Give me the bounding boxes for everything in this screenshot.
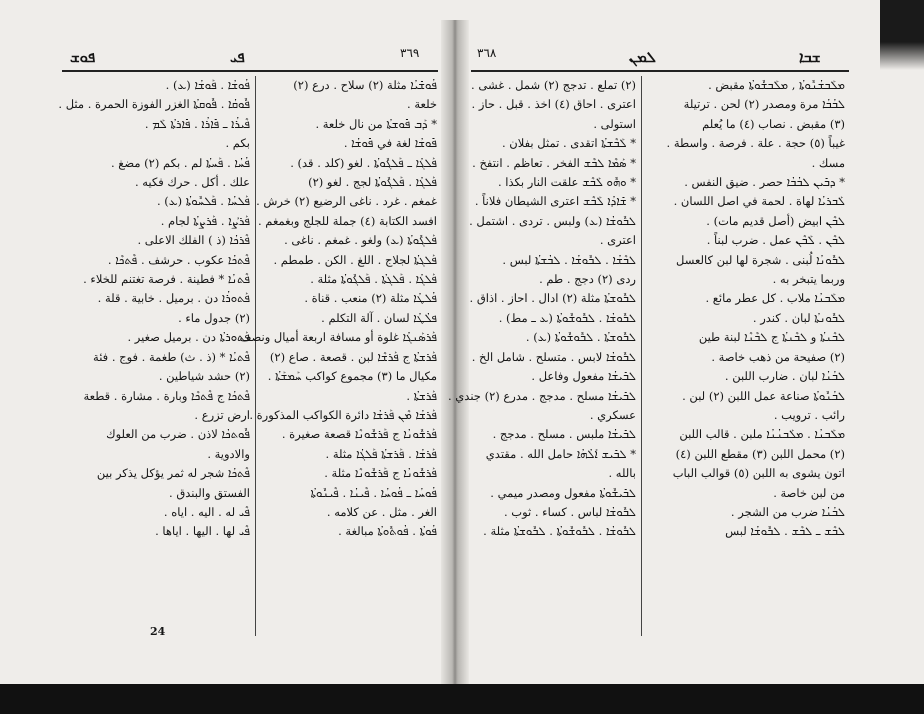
entry: ارض تزرع . xyxy=(194,407,250,422)
entry: ܠܒܺܝܫܳܐ مسلح . مدجج . مدرع (٢) جندي . xyxy=(447,388,636,403)
entry: ܦܳܠܛܳܐ مثلة (٢) منعب . قناة . xyxy=(304,291,437,306)
entry: (٢) حشد شياطين . xyxy=(158,369,250,384)
left-header-rule xyxy=(62,70,438,72)
entry: اعترى . احاق (٤) اخذ . قبل . حاز . xyxy=(471,97,636,112)
entry: وربما يتبخر به . xyxy=(772,272,845,287)
entry: ܦܶܬܟܳܐ عكوب . حرشف . ܦܶܬܟܶܐ . xyxy=(107,252,250,267)
entry: * ܠܰܒܶܫܬܳܐ اتقدى . تمثل بفلان . xyxy=(501,136,636,151)
entry: ܠܒܺܝܫܽܘܬܳܐ مفعول ومصدر ميمي . xyxy=(490,485,636,500)
entry: الغر . مثل . عن كلامه . xyxy=(326,504,437,519)
entry: ܦܺܘܫܳܐ لغة في ܦܺܘܫܳܐ . xyxy=(343,136,437,151)
entry: * ܠܒܺܝܫ ܐܰܠܳܗܳܐ حامل الله . مقتدي xyxy=(485,446,636,461)
entry: ܦܶܝܪܳܐ ـ ܦܺܐܪܳܐ . ܦܺܐܪܬܳܐ ܠܰܡ . xyxy=(144,116,250,131)
entry: ܦܽܘܬܟܳܐ لاذن . ضرب من العلوك xyxy=(106,427,250,442)
entry: * ܘܗܽܘ ܠܰܒܶܫ علقت النار بكذا . xyxy=(498,175,636,190)
entry: علك . أكل . حرك فكيه . xyxy=(134,175,250,190)
left-folio: 24 xyxy=(150,625,166,638)
entry: ܠܒܺܝܫܳܐ مفعول وفاعل . xyxy=(531,369,636,384)
entry: ܠܒܶܫܳܐ . ܠܒܽܘܫܳܐ . ܠܒܳܫܬܳܐ لبس . xyxy=(502,252,636,267)
entry: خلعة . xyxy=(407,97,437,112)
entry: ܠܒܳܢܽܘܬܳܐ صناعة عمل اللبن (٢) لبن . xyxy=(682,388,845,403)
left-column-rule xyxy=(255,76,256,636)
entry: ܦܰܠܓܳܐ . ܦܰܠܓܬܳܐ . ܦܰܠܓܽܘܬܳܐ مثلة . xyxy=(310,272,437,287)
entry: * ܕܰܒ ܦܺܘܫܬܳܐ من نال خلعة . xyxy=(315,116,437,131)
entry: (٢) تملع . تدجج (٢) شمل . غشى . xyxy=(471,78,636,92)
entry: ܠܒܽܘܢܳܐ لُبنى . شجرة لها لبن كالعسل xyxy=(676,252,845,267)
right-running-head-center: ܠܡܢ xyxy=(629,48,657,66)
entry: ܦܶܝ له . اليه . اياه . xyxy=(163,504,250,519)
entry: ܦܳܘܚܳܐ ـ ܦܳܘܚܳܐ . ܦܶܝܢܳܐ . ܦܶܝܢܽܘܬܳܐ xyxy=(310,485,437,500)
entry: ܠܒܶܫ ـ ܠܒܶܫ . ܠܒܽܘܫܳܐ لبس xyxy=(725,524,845,539)
entry: * ܣܰܡܶܐ ܠܒܶܫ الفخر . تعاظم . انتفخ . xyxy=(472,155,636,170)
left-running-head-center: ܦܝ xyxy=(230,48,245,66)
entry: ܦܰܪܣܰܢܓܳܐ غلوة أو مسافة اربعة أميال ونصف . xyxy=(232,330,437,345)
entry: ܠܒܽܘܫܳܐ لباس . كساء . ثوب . xyxy=(503,504,636,519)
entry: بالله . xyxy=(608,466,636,481)
entry: ܦܰܠܓܬܳܐ لجلاج . اللغ . الكن . طمطم . xyxy=(273,252,437,267)
right-header-rule xyxy=(471,70,849,72)
entry: ܦܰܠܓܳܐ ـ ܦܰܠܓܽܘܬܳܐ . لغو (كلد . قد) . xyxy=(290,155,437,170)
entry: ܦܰܪܨܳܐ . ܦܰܪܨܬܳܐ لجام . xyxy=(160,213,250,228)
entry: افسد الكتابة (٤) جملة للجلج وبغمغم . xyxy=(258,213,437,228)
entry: ܦܽܘܩܳܐ . ܦܽܘܩܬܳܐ الغزر الفوزة الحمرة . مثل . xyxy=(58,97,250,112)
entry: ܠܒܽܘܫܬܳܐ . ܠܒܽܘܫܽܘܬܳܐ (ܥ) . xyxy=(525,330,636,345)
entry: ܦܶܬܟܳܐ شجر له ثمر يؤكل يذكر بين xyxy=(96,466,250,481)
entry: ܦܰܬܘܪܳܐ دن . برميل . خابية . قلة . xyxy=(97,291,250,306)
book-spine xyxy=(441,20,469,684)
entry: ܠܒܶܢ ابيض (أصل قديم مات) . xyxy=(706,213,845,228)
right-page-number: ٣٦٨ xyxy=(477,46,497,60)
entry: ردى (٢) دجج . طم . xyxy=(539,272,636,287)
left-column-outer xyxy=(58,76,250,542)
entry: ܦܶܪܟܳܐ (ذ ) الفلك الاعلى . xyxy=(137,233,250,248)
right-page xyxy=(447,0,924,684)
right-column-rule xyxy=(641,76,642,636)
left-page-number: ٣٦٩ xyxy=(400,46,420,60)
entry: ܦܰܪܫܬܳܐ . xyxy=(406,388,437,403)
entry: ܦܰܪܫܽܘܢܳܐ ج ܦܰܪܫܽܘܢܶܐ قصعة صغيرة . xyxy=(281,427,437,442)
entry: ܠܒܳܒܳܐ مرة ومصدر (٢) لحن . ترتيلة xyxy=(683,97,845,112)
entry: ܦܶܬܟܳܐ ج ܦܶܬܟܶܐ وبارة . مشارة . قطعة xyxy=(83,388,250,403)
entry: ܠܰܒܪܝܳܐ لهاة . لحمة في اصل اللسان . xyxy=(673,194,845,209)
entry: * ܫܺܐܕܳܐ ܠܰܒܶܫ اعترى الشيطان فلاناً . xyxy=(474,194,636,209)
entry: ܠܒܽܘܫܬܳܐ مثلة (٢) ادال . احاز . اذاق . xyxy=(469,291,636,306)
entry: رائب . ترويب . xyxy=(773,407,845,422)
entry: بكم . xyxy=(225,136,250,151)
entry: ܠܒܽܘܫܳܐ (ܥ) ولبس . تردى . اشتمل . xyxy=(469,213,636,228)
entry: استولى . xyxy=(593,116,636,131)
right-running-head-right: ܫܒܐ xyxy=(799,48,821,66)
left-page xyxy=(0,0,441,684)
entry: ܦܶܬܝܳܐ * (ذ . ث) طغمة . فوج . فئة xyxy=(93,349,250,364)
entry: ܦܰܬܘܪܬܳܐ دن . برميل صغير . xyxy=(127,330,250,345)
entry: ܦܳܘܬܳܐ . ܦܳܘܬܽܘܬܳܐ مبالغة . xyxy=(338,524,437,539)
entry: ܠܒܽܘܫܳܐ . ܠܒܽܘܫܽܘܬܳܐ . ܠܒܽܘܫܬܳܐ مثلة . xyxy=(483,524,636,539)
entry: ܦܰܠܓܽܘܬܳܐ (ܥ) ولغو . غمغم . ناغى . xyxy=(284,233,437,248)
entry: (٢) محمل اللبن (٣) مقطع اللبن (٤) xyxy=(675,446,845,461)
entry: اعترى . xyxy=(599,233,636,248)
entry: ܦܰܪܫܳܐ . ܦܰܪܫܬܳܐ ܦܰܠܓܳܐ مثلة . xyxy=(325,446,437,461)
entry: ܠܒܳܢܳܐ لبان . ضارب اللبن . xyxy=(724,369,845,384)
entry: ܠܒܶܢ . ܠܰܒܶܢ عمل . ضرب لبناً . xyxy=(706,233,845,248)
entry: ܠܒܳܢܳܐ ضرب من الشجر . xyxy=(730,504,845,519)
right-column-inner xyxy=(447,76,636,542)
entry: ܦܰܠܚܳܐ . ܦܰܠܚܽܘܬܳܐ (ܥ) . xyxy=(156,194,250,209)
entry: ܦܰܠܓܳܐ . ܦܰܠܓܽܘܬܳܐ لجج . لغو (٢) xyxy=(308,175,437,190)
entry: ܠܒܽܘܫܳܐ . ܠܒܽܘܫܽܘܬܳܐ (ܥ ـ مط) . xyxy=(498,310,636,325)
entry: ܦܠܳܛܳܐ لسان . آلة التكلم . xyxy=(321,310,437,325)
entry: ܦܳܘܫܳܐ . ܦܰܘܫܳܐ (ܥ) . xyxy=(165,78,250,92)
entry: ܦܳܘܫܺܝܳܐ مثلة (٢) سلاح . درع (٢) xyxy=(293,78,437,92)
entry: ܦܰܪܫܬܳܐ ج ܦܰܪܫܶܐ لبن . قصعة . صاع (٢) xyxy=(269,349,437,364)
entry: غيباً (٥) حجة . علة . فرصة . واسطة . xyxy=(666,136,845,151)
entry: ܠܒܺܝܫܳܐ ملبس . مسلح . مدجج . xyxy=(492,427,636,442)
entry: ܠܒܶܢܬܳܐ و ܠܒܶܢܬܳܐ ج ܠܒܶܢܶܐ لبنة طين xyxy=(698,330,845,345)
entry: (٢) جدول ماء . xyxy=(178,310,250,325)
entry: والادوية . xyxy=(207,446,250,461)
entry: ܦܶܬܢܳܐ * فطينة . فرصة تغتنم للخلاء . xyxy=(83,272,250,287)
entry: مكيال ما (٣) مجموع كواكب ܚܰܡܫܰܬܳܐ . xyxy=(267,369,437,384)
entry: ܦܰܪܫܳܐ ܡܶܢ ܦܰܪܫܳܐ دائرة الكواكب المذكورة . xyxy=(249,407,437,422)
entry: ܦܳܚܳܐ . ܦܰܚܬܳܐ لم . بكم (٢) مضغ . xyxy=(110,155,250,170)
entry: مسك . xyxy=(811,155,845,170)
entry: ܦܶܝ لها . اليها . اياها . xyxy=(155,524,250,539)
entry: (٣) مقبض . نصاب (٤) ما يُعلم xyxy=(702,116,845,131)
entry: الفستق والبندق . xyxy=(169,485,250,500)
entry: (٢) صفيحة من ذهب خاصة . xyxy=(711,349,845,364)
entry: ܡܠܰܒܢܳܐ ملاب . كل عطر مائع . xyxy=(705,291,845,306)
entry: من لبن خاصة . xyxy=(773,485,845,500)
entry: عسكري . xyxy=(589,407,636,422)
scan-bottom-border xyxy=(0,684,924,714)
right-column-outer xyxy=(645,76,845,542)
entry: ܠܒܽܘܢܬܳܐ لبان . كندر . xyxy=(752,310,845,325)
entry: * ܕܒܺܝܢ ܠܒܳܒܳܐ حصر . ضيق النفس . xyxy=(684,175,845,190)
entry: ܦܰܪܫܽܘܢܳܐ ج ܦܰܪܫܽܘܢܶܐ مثلة . xyxy=(324,466,437,481)
entry: غمغم . غرد . ناغى الرضيع (٢) خرش . xyxy=(256,194,437,209)
entry: اتون يشوى به اللبن (٥) قوالب الباب xyxy=(672,466,845,481)
entry: ܡܠܰܒܫܳܢܽܘܬܳܐ , ܡܠܰܒܫܽܘܬܳܐ مقبض . xyxy=(708,78,845,92)
entry: ܡܠܰܒܢܳܐ . ܡܠܰܒܢܳܢܳܐ ملبن . قالب اللبن xyxy=(679,427,845,442)
left-running-head-left: ܦܘܫ xyxy=(70,48,96,66)
entry: ܠܒܽܘܫܳܐ لابس . متسلح . شامل الخ . xyxy=(471,349,636,364)
